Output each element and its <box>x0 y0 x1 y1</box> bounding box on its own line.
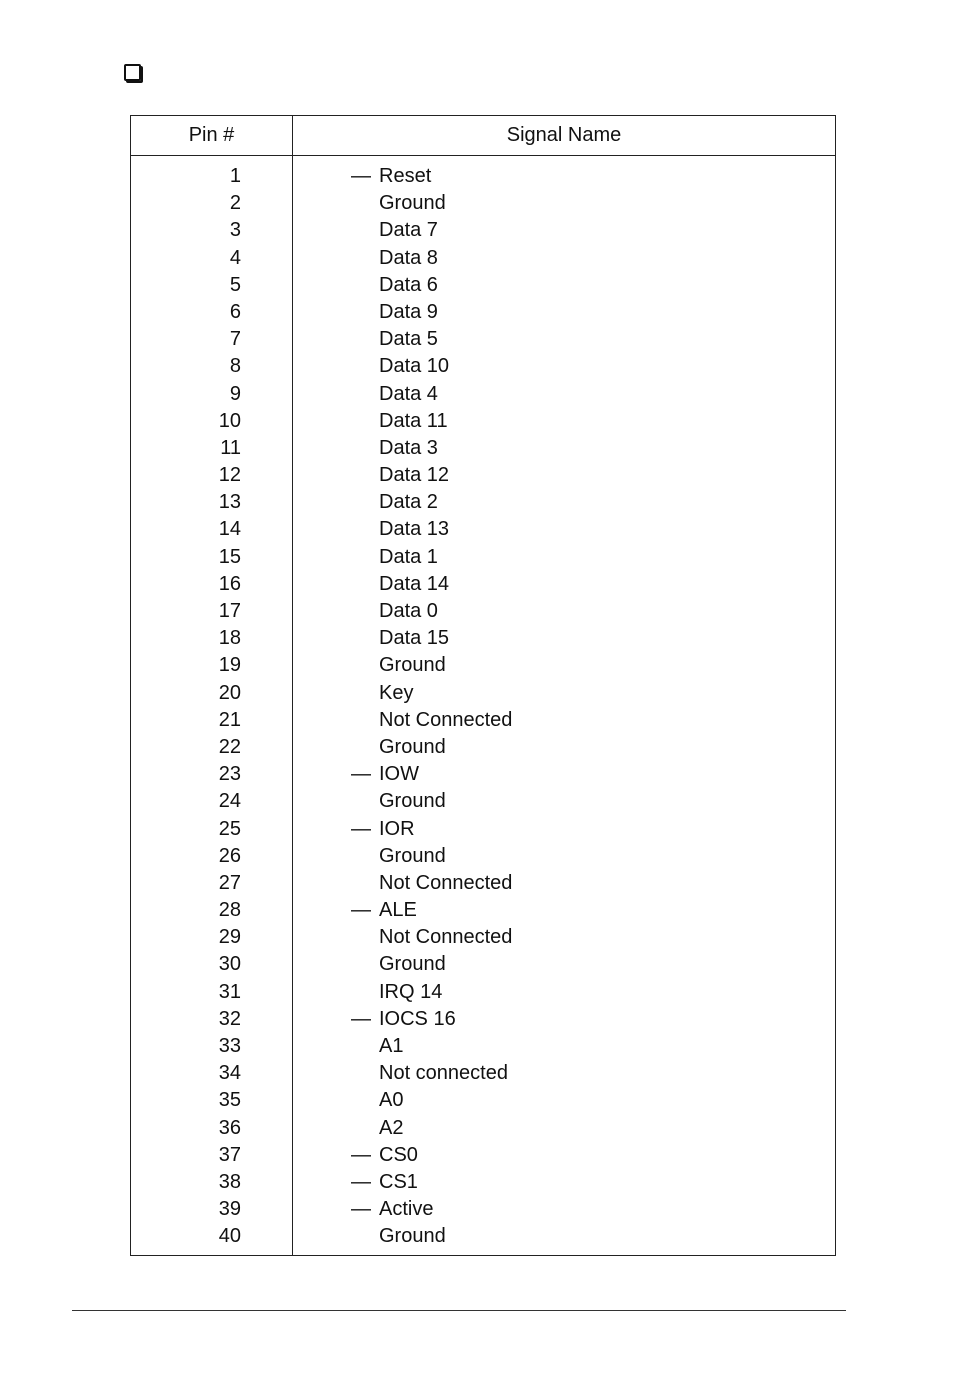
signal-name: CS1 <box>379 1170 418 1193</box>
table-row <box>131 571 835 598</box>
table-row <box>131 516 835 543</box>
pin-number: 8 <box>229 355 241 378</box>
table-header <box>131 116 835 156</box>
active-low-prefix: — <box>351 763 371 786</box>
pin-number: 14 <box>218 518 241 541</box>
table-row <box>131 1223 835 1250</box>
pin-number: 22 <box>218 735 241 758</box>
signal-name: Ground <box>379 953 446 976</box>
pin-number: 11 <box>220 436 241 459</box>
signal-name: Ground <box>379 844 446 867</box>
pin-number: 38 <box>218 1170 241 1193</box>
signal-name: IRQ 14 <box>379 980 443 1003</box>
table-row <box>131 408 835 435</box>
table-row <box>131 897 835 924</box>
table-row <box>131 598 835 625</box>
pin-number: 21 <box>218 708 241 731</box>
pin-number: 3 <box>229 219 241 242</box>
signal-name: Data 14 <box>379 572 450 595</box>
table-row <box>131 680 835 707</box>
pin-number: 19 <box>218 654 241 677</box>
pin-number: 10 <box>218 409 241 432</box>
table-row <box>131 544 835 571</box>
pin-number: 36 <box>218 1116 241 1139</box>
table-body <box>131 163 835 1251</box>
table-row <box>131 870 835 897</box>
signal-name: Data 13 <box>379 518 450 541</box>
signal-name: Data 5 <box>379 328 438 351</box>
active-low-prefix: — <box>351 817 371 840</box>
table-row <box>131 353 835 380</box>
pin-number: 30 <box>218 953 241 976</box>
table-row <box>131 1060 835 1087</box>
pin-number: 25 <box>218 817 241 840</box>
table-row <box>131 816 835 843</box>
signal-name: Data 1 <box>379 545 438 568</box>
table-row <box>131 979 835 1006</box>
table-row <box>131 1115 835 1142</box>
header-signal-name: Signal Name <box>506 124 622 146</box>
table-row <box>131 462 835 489</box>
pin-number: 12 <box>218 464 241 487</box>
pin-number: 6 <box>229 300 241 323</box>
pin-number: 32 <box>218 1007 241 1030</box>
signal-name: Data 11 <box>379 409 448 432</box>
pin-number: 34 <box>218 1062 241 1085</box>
table-row <box>131 217 835 244</box>
signal-name: Ground <box>379 790 446 813</box>
pin-number: 39 <box>218 1198 241 1221</box>
pin-number: 28 <box>218 899 241 922</box>
table-row <box>131 1196 835 1223</box>
active-low-prefix: — <box>351 1170 371 1193</box>
table-row <box>131 299 835 326</box>
signal-name: A2 <box>379 1116 404 1139</box>
table-row <box>131 1033 835 1060</box>
table-row <box>131 190 835 217</box>
table-row <box>131 951 835 978</box>
pin-number: 7 <box>229 328 241 351</box>
signal-name: Data 8 <box>379 246 438 269</box>
signal-name: Data 10 <box>379 355 450 378</box>
active-low-prefix: — <box>351 1007 371 1030</box>
header-pin: Pin # <box>188 124 235 146</box>
pin-number: 18 <box>218 627 241 650</box>
pin-number: 35 <box>218 1089 241 1112</box>
pin-number: 5 <box>229 273 241 296</box>
signal-name: Not Connected <box>379 926 513 949</box>
signal-name: Ground <box>379 654 446 677</box>
table-row <box>131 381 835 408</box>
pin-number: 40 <box>218 1225 241 1248</box>
signal-name: IOR <box>379 817 415 840</box>
pin-number: 31 <box>218 980 241 1003</box>
table-row <box>131 1087 835 1114</box>
table-row <box>131 163 835 190</box>
table-row <box>131 707 835 734</box>
active-low-prefix: — <box>351 1143 371 1166</box>
pin-number: 16 <box>218 572 241 595</box>
pin-number: 15 <box>218 545 241 568</box>
signal-name: Data 7 <box>379 219 438 242</box>
signal-name: A1 <box>379 1035 404 1057</box>
table-row <box>131 924 835 951</box>
signal-name: Not connected <box>379 1062 508 1085</box>
signal-name: ALE <box>379 899 417 922</box>
signal-name: Data 15 <box>379 627 450 650</box>
active-low-prefix: — <box>351 1198 371 1221</box>
signal-name: Reset <box>379 165 432 187</box>
pin-number: 9 <box>229 382 241 405</box>
pin-number: 24 <box>218 790 241 813</box>
table-row <box>131 272 835 299</box>
signal-name: Not Connected <box>379 708 513 731</box>
pin-number: 26 <box>218 844 241 867</box>
table-row <box>131 1142 835 1169</box>
table-row <box>131 1169 835 1196</box>
table-row <box>131 761 835 788</box>
table-row <box>131 245 835 272</box>
pin-number: 23 <box>218 763 241 786</box>
pin-number: 2 <box>229 192 241 215</box>
signal-name: Key <box>379 681 414 704</box>
footer-rule <box>72 1310 846 1311</box>
signal-name: IOW <box>379 763 419 786</box>
table-row <box>131 734 835 761</box>
pin-number: 29 <box>218 926 241 949</box>
table-row <box>131 489 835 516</box>
signal-name: Ground <box>379 192 446 215</box>
pin-number: 17 <box>218 600 241 622</box>
signal-name: Data 6 <box>379 273 438 296</box>
signal-name: CS0 <box>379 1143 418 1166</box>
table-row <box>131 326 835 353</box>
checkbox-icon <box>124 64 141 81</box>
table-row <box>131 435 835 462</box>
table-row <box>131 788 835 815</box>
table-row <box>131 843 835 870</box>
signal-name: Data 3 <box>379 436 438 459</box>
pin-number: 27 <box>218 871 241 894</box>
signal-name: Data 4 <box>379 382 438 405</box>
pin-signal-table <box>130 115 836 1256</box>
signal-name: Ground <box>379 1225 446 1248</box>
pin-number: 33 <box>218 1035 241 1057</box>
signal-name: Not Connected <box>379 871 513 894</box>
table-row <box>131 625 835 652</box>
active-low-prefix: — <box>351 899 371 922</box>
table-row <box>131 1006 835 1033</box>
pin-number: 1 <box>229 165 241 187</box>
signal-name: Ground <box>379 735 446 758</box>
pin-number: 20 <box>218 681 241 704</box>
signal-name: Data 9 <box>379 300 438 323</box>
pin-number: 4 <box>229 246 241 269</box>
signal-name: IOCS 16 <box>379 1007 456 1030</box>
pin-number: 13 <box>218 491 241 514</box>
signal-name: Active <box>379 1198 434 1221</box>
signal-name: Data 0 <box>379 600 438 622</box>
pin-number: 37 <box>218 1143 241 1166</box>
signal-name: Data 2 <box>379 491 438 514</box>
signal-name: Data 12 <box>379 464 450 487</box>
signal-name: A0 <box>379 1089 404 1112</box>
table-row <box>131 652 835 679</box>
active-low-prefix: — <box>351 165 371 187</box>
